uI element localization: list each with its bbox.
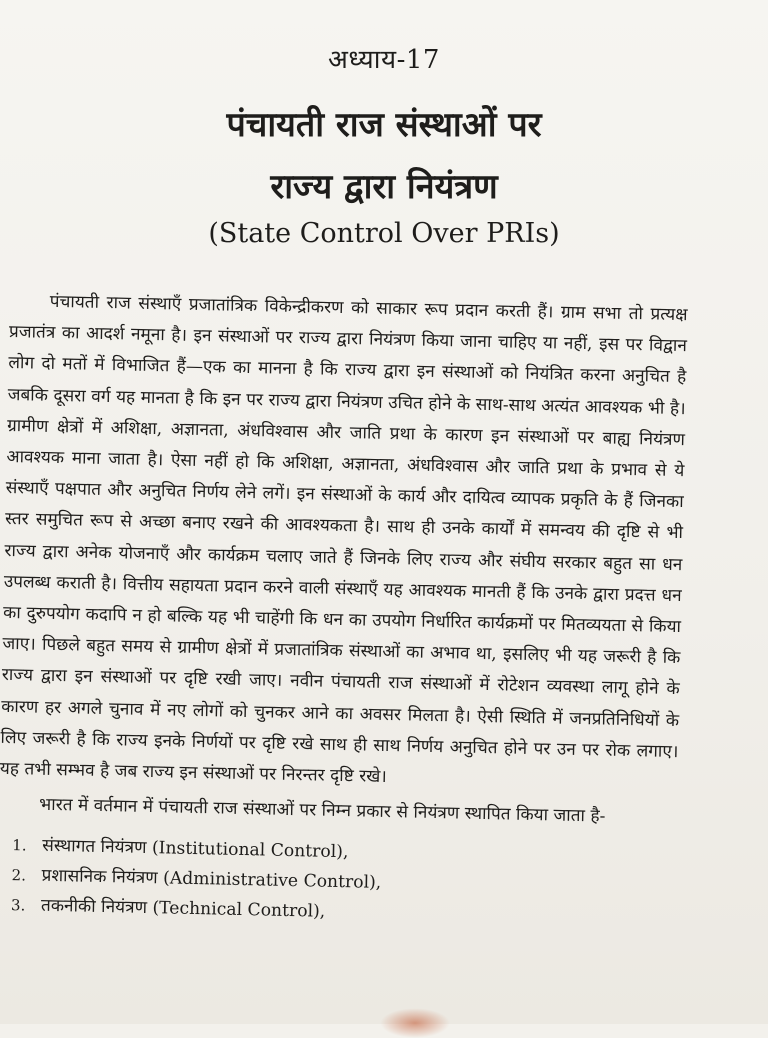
chapter-title-line-2: राज्य द्वारा नियंत्रण xyxy=(270,167,498,207)
paragraph-2: भारत में वर्तमान में पंचायती राज संस्थाओं पर निम्न प्रकार से नियंत्रण स्थापित किया जाता है- xyxy=(38,794,606,827)
list-item-text: संस्थागत नियंत्रण (Institutional Control), xyxy=(42,836,349,863)
chapter-number: अध्याय-17 xyxy=(328,45,440,75)
control-types-list xyxy=(0,830,676,934)
body-text xyxy=(0,286,688,935)
list-item-number: 3. xyxy=(10,896,26,915)
chapter-title-english: (State Control Over PRIs) xyxy=(208,218,560,249)
list-item-text: तकनीकी नियंत्रण (Technical Control), xyxy=(40,896,326,923)
list-item-text: प्रशासनिक नियंत्रण (Administrative Control), xyxy=(41,866,382,894)
finger-shadow xyxy=(380,1008,450,1038)
list-item-number: 2. xyxy=(11,866,27,885)
paragraph-1: पंचायती राज संस्थाएँ प्रजातांत्रिक विकेन्द्रीकरण को साकार रूप प्रदान करती हैं। ग्राम सभा तो प्रत्यक्ष प्रजातंत्र का आदर्श नमूना है। इन संस्थाओं पर राज्य द्वारा नियंत्रण किया जाना चाहिए या नहीं, इस पर विद्वान लोग दो मतों में विभाजित हैं—एक का मानना है कि राज्य द्वारा इन संस्थाओं को नियंत्रित करना अनुचित है जबकि दूसरा वर्ग यह मानता है कि इन पर राज्य द्वारा नियंत्रण उचित होने के साथ-साथ अत्यंत आवश्यक भी है। ग्रामीण क्षेत्रों में अशिक्षा, अज्ञानता, अंधविश्वास और जाति प्रथा के कारण इन संस्थाओं पर बाह्य नियंत्रण आवश्यक माना जाता है। ऐसा नहीं हो कि अशिक्षा, अज्ञानता, अंधविश्वास और जाति प्रथा के प्रभाव से ये संस्थाएँ पक्षपात और अनुचित निर्णय लेने लगें। इन संस्थाओं के कार्य और दायित्व व्यापक प्रकृति के हैं जिनका स्तर समुचित रूप से अच्छा बनाए रखने की आवश्यकता है। साथ ही उनके कार्यों में समन्वय की दृष्टि से भी राज्य द्वारा अनेक योजनाएँ और कार्यक्रम चलाए जाते हैं जिनके लिए राज्य और संघीय सरकार बहुत सा धन उपलब्ध कराती है। वित्तीय सहायता प्रदान करने वाली संस्थाएँ यह आवश्यक मानती हैं कि उनके द्वारा प्रदत्त धन का दुरुपयोग कदापि न हो बल्कि यह भी चाहेंगी कि धन का उपयोग निर्धारित कार्यक्रमों पर मितव्ययता से किया जाए। पिछले बहुत समय से ग्रामीण क्षेत्रों में प्रजातांत्रिक संस्थाओं का अभाव था, इसलिए भी यह जरूरी है कि राज्य द्वारा इन संस्थाओं पर दृष्टि रखी जाए। नवीन पंचायती राज संस्थाओं में रोटेशन व्यवस्था लागू होने के कारण हर अगले चुनाव में नए लोगों को चुनकर आने का अवसर मिलता है। ऐसी स्थिति में जनप्रतिनिधियों के लिए जरूरी है कि राज्य इनके निर्णयों पर दृष्टि रखे साथ ही साथ निर्णय अनुचित होने पर उन पर रोक लगाए। यह तभी सम्भव है जब राज्य इन संस्थाओं पर निरन्तर दृष्टि रखे। xyxy=(0,291,688,788)
chapter-title-line-1: पंचायती राज संस्थाओं पर xyxy=(226,105,542,145)
list-item-number: 1. xyxy=(12,836,27,855)
